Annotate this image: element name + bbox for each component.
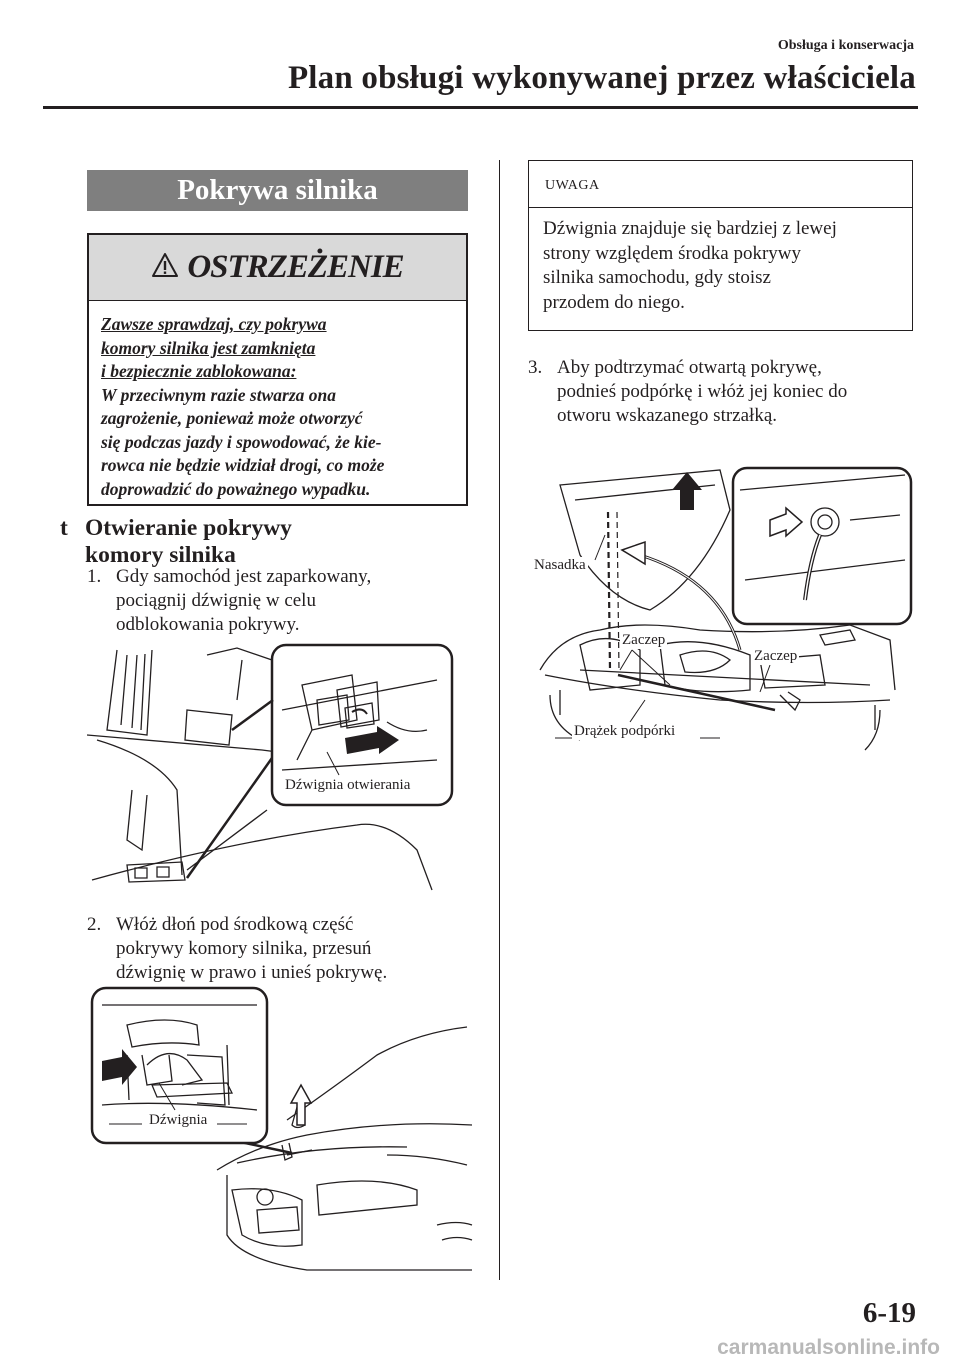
step-number: 1. [87, 566, 102, 587]
note-line: Dźwignia znajduje się bardziej z lewej [543, 218, 837, 239]
warning-line-underlined: i bezpiecznie zablokowana: [101, 361, 297, 381]
note-text [529, 208, 912, 315]
header-rule [43, 106, 918, 109]
warning-line-underlined: komory silnika jest zamknięta [101, 337, 316, 358]
label-clip: Zaczep [754, 648, 798, 664]
warning-header [89, 235, 466, 301]
warning-line: zagrożenie, ponieważ może otworzyć [101, 408, 363, 428]
warning-line: się podczas jazdy i spowodować, że kie- [101, 431, 382, 452]
label-nozzle: Nasadka [534, 557, 586, 573]
step-line: podnieś podpórkę i włóż jej koniec do [557, 381, 848, 402]
step-line: Włóż dłoń pod środkową część [116, 914, 354, 935]
section-title-banner: Pokrywa silnika [87, 170, 468, 211]
warning-box [87, 233, 468, 506]
warning-line: rowca nie będzie widział drogi, co może [101, 455, 385, 475]
warning-triangle-icon [151, 252, 179, 283]
subheading-bullet: t [60, 515, 68, 541]
note-line: strony względem środka pokrywy [543, 242, 802, 264]
step-line: dźwignię w prawo i unieś pokrywę. [116, 962, 388, 983]
step-text [116, 565, 371, 637]
subheading-line: komory silnika [85, 542, 236, 568]
label-release-lever: Dźwignia otwierania [285, 777, 411, 793]
note-line: przodem do niego. [543, 291, 685, 313]
interior-lever-illustration [87, 640, 457, 900]
warning-line-underlined: Zawsze sprawdzaj, czy pokrywa [101, 314, 327, 334]
figure-hood-release-lever [87, 640, 457, 900]
step-line: Aby podtrzymać otwartą pokrywę, [557, 357, 822, 378]
warning-line: W przeciwnym razie stwarza ona [101, 384, 336, 405]
step-line: otworu wskazanego strzałką. [557, 405, 778, 426]
car-front-illustration [87, 985, 477, 1275]
step-line: pociągnij dźwignię w celu [116, 590, 316, 611]
note-line: silnika samochodu, gdy stoisz [543, 267, 771, 288]
page-number: 6-19 [862, 1297, 916, 1329]
engine-bay-illustration [520, 460, 915, 760]
step-line: Gdy samochód jest zaparkowany, [116, 566, 372, 587]
note-title: UWAGA [529, 161, 912, 208]
page-title: Plan obsługi wykonywanej przez właściciela [287, 60, 916, 96]
step-number: 3. [528, 357, 543, 378]
warning-line: doprowadzić do poważnego wypadku. [101, 478, 371, 499]
subheading-line: Otwieranie pokrywy [85, 515, 292, 541]
label-prop-rod: Drążek podpórki [574, 723, 676, 739]
warning-title: OSTRZEŻENIE [187, 249, 404, 285]
header-section-name: Obsługa i konserwacja [777, 38, 914, 53]
figure-hood-lever-front [87, 985, 477, 1275]
label-lever: Dźwignia [149, 1112, 208, 1128]
step-line: pokrywy komory silnika, przesuń [116, 938, 372, 959]
watermark: carmanualsonline.info [717, 1336, 940, 1359]
note-box [528, 160, 913, 331]
column-divider [499, 160, 500, 1280]
subheading-text [85, 515, 385, 569]
step-text [557, 356, 847, 428]
step-text [116, 913, 387, 985]
label-clip: Zaczep [622, 632, 666, 648]
warning-text [89, 301, 466, 501]
figure-hood-prop-rod [520, 460, 915, 760]
step-line: odblokowania pokrywy. [116, 614, 300, 635]
step-number: 2. [87, 914, 102, 935]
